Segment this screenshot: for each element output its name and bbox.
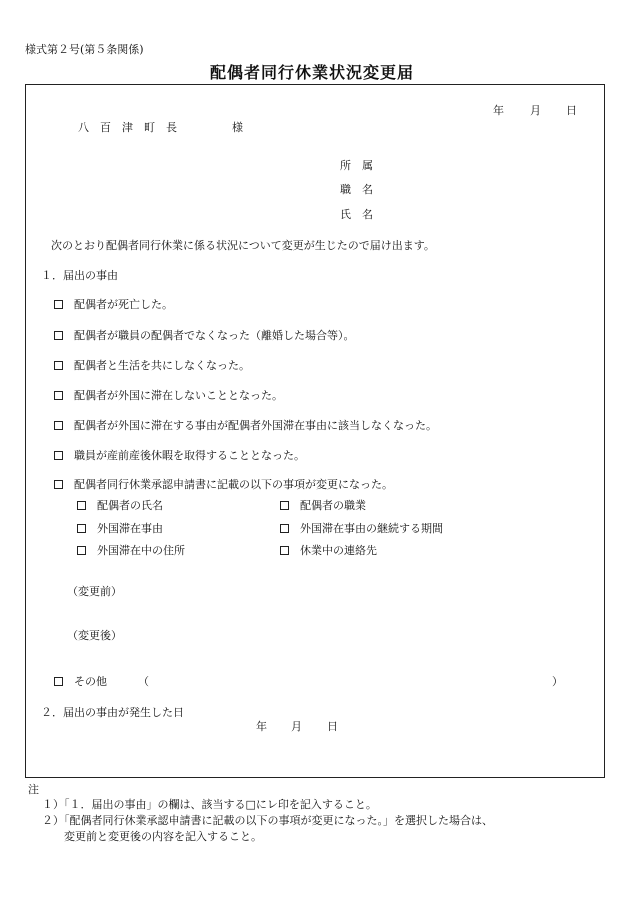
addressee-honorific: 様 — [232, 121, 243, 134]
position-label: 職 名 — [340, 183, 373, 196]
checkbox[interactable] — [280, 501, 289, 510]
checkbox[interactable] — [54, 391, 63, 400]
name-label: 氏 名 — [340, 208, 373, 221]
page-title: 配偶者同行休業状況変更届 — [210, 63, 415, 82]
sub-item[interactable]: 外国滞在中の住所 — [77, 542, 185, 558]
other-paren-open: （ — [138, 675, 149, 688]
note-item: ２）「配偶者同行休業承認申請書に記載の以下の事項が変更になった。」を選択した場合は、 — [42, 814, 493, 827]
reason-item[interactable]: 配偶者が職員の配偶者でなくなった（離婚した場合等）。 — [54, 327, 355, 343]
checkbox[interactable] — [280, 546, 289, 555]
occurrence-year-label: 年 — [256, 720, 267, 733]
checkbox[interactable] — [54, 361, 63, 370]
before-label: （変更前） — [67, 585, 122, 598]
reason-item[interactable]: 職員が産前産後休暇を取得することとなった。 — [54, 447, 305, 463]
checkbox[interactable] — [54, 677, 63, 686]
note-item: 変更前と変更後の内容を記入すること。 — [64, 830, 262, 843]
reason-item[interactable]: 配偶者が外国に滞在しないこととなった。 — [54, 387, 283, 403]
addressee-name: 八 百 津 町 長 — [78, 121, 177, 134]
reason-item[interactable]: 配偶者と生活を共にしなくなった。 — [54, 357, 250, 373]
checkbox[interactable] — [54, 451, 63, 460]
note-item: １）「１．届出の事由」の欄は、該当する□にレ印を記入すること。 — [42, 798, 377, 811]
section2-heading: ２．届出の事由が発生した日 — [41, 706, 184, 719]
form-number: 様式第２号(第５条関係) — [25, 43, 144, 56]
sub-item[interactable]: 外国滞在事由の継続する期間 — [280, 520, 443, 536]
checkbox[interactable] — [54, 421, 63, 430]
checkbox[interactable] — [77, 501, 86, 510]
other-item[interactable]: その他 — [54, 673, 107, 689]
occurrence-day-label: 日 — [327, 720, 338, 733]
sub-item[interactable]: 配偶者の氏名 — [77, 497, 163, 513]
checkbox[interactable] — [54, 331, 63, 340]
date-day-label: 日 — [566, 104, 577, 117]
date-month-label: 月 — [530, 104, 541, 117]
notes-heading: 注 — [28, 783, 39, 796]
checkbox[interactable] — [280, 524, 289, 533]
date-year-label: 年 — [493, 104, 504, 117]
sub-item[interactable]: 休業中の連絡先 — [280, 542, 377, 558]
section1-heading: １．届出の事由 — [41, 269, 118, 282]
affiliation-label: 所 属 — [340, 159, 373, 172]
checkbox[interactable] — [54, 300, 63, 309]
checkbox[interactable] — [54, 480, 63, 489]
occurrence-month-label: 月 — [291, 720, 302, 733]
intro-text: 次のとおり配偶者同行休業に係る状況について変更が生じたので届け出ます。 — [51, 239, 435, 252]
reason-item[interactable]: 配偶者が外国に滞在する事由が配偶者外国滞在事由に該当しなくなった。 — [54, 417, 437, 433]
sub-item[interactable]: 配偶者の職業 — [280, 497, 366, 513]
reason-item[interactable]: 配偶者同行休業承認申請書に記載の以下の事項が変更になった。 — [54, 476, 393, 492]
sub-item[interactable]: 外国滞在事由 — [77, 520, 163, 536]
after-label: （変更後） — [67, 629, 122, 642]
reason-item[interactable]: 配偶者が死亡した。 — [54, 296, 173, 312]
checkbox[interactable] — [77, 524, 86, 533]
checkbox[interactable] — [77, 546, 86, 555]
other-paren-close: ） — [552, 675, 563, 688]
